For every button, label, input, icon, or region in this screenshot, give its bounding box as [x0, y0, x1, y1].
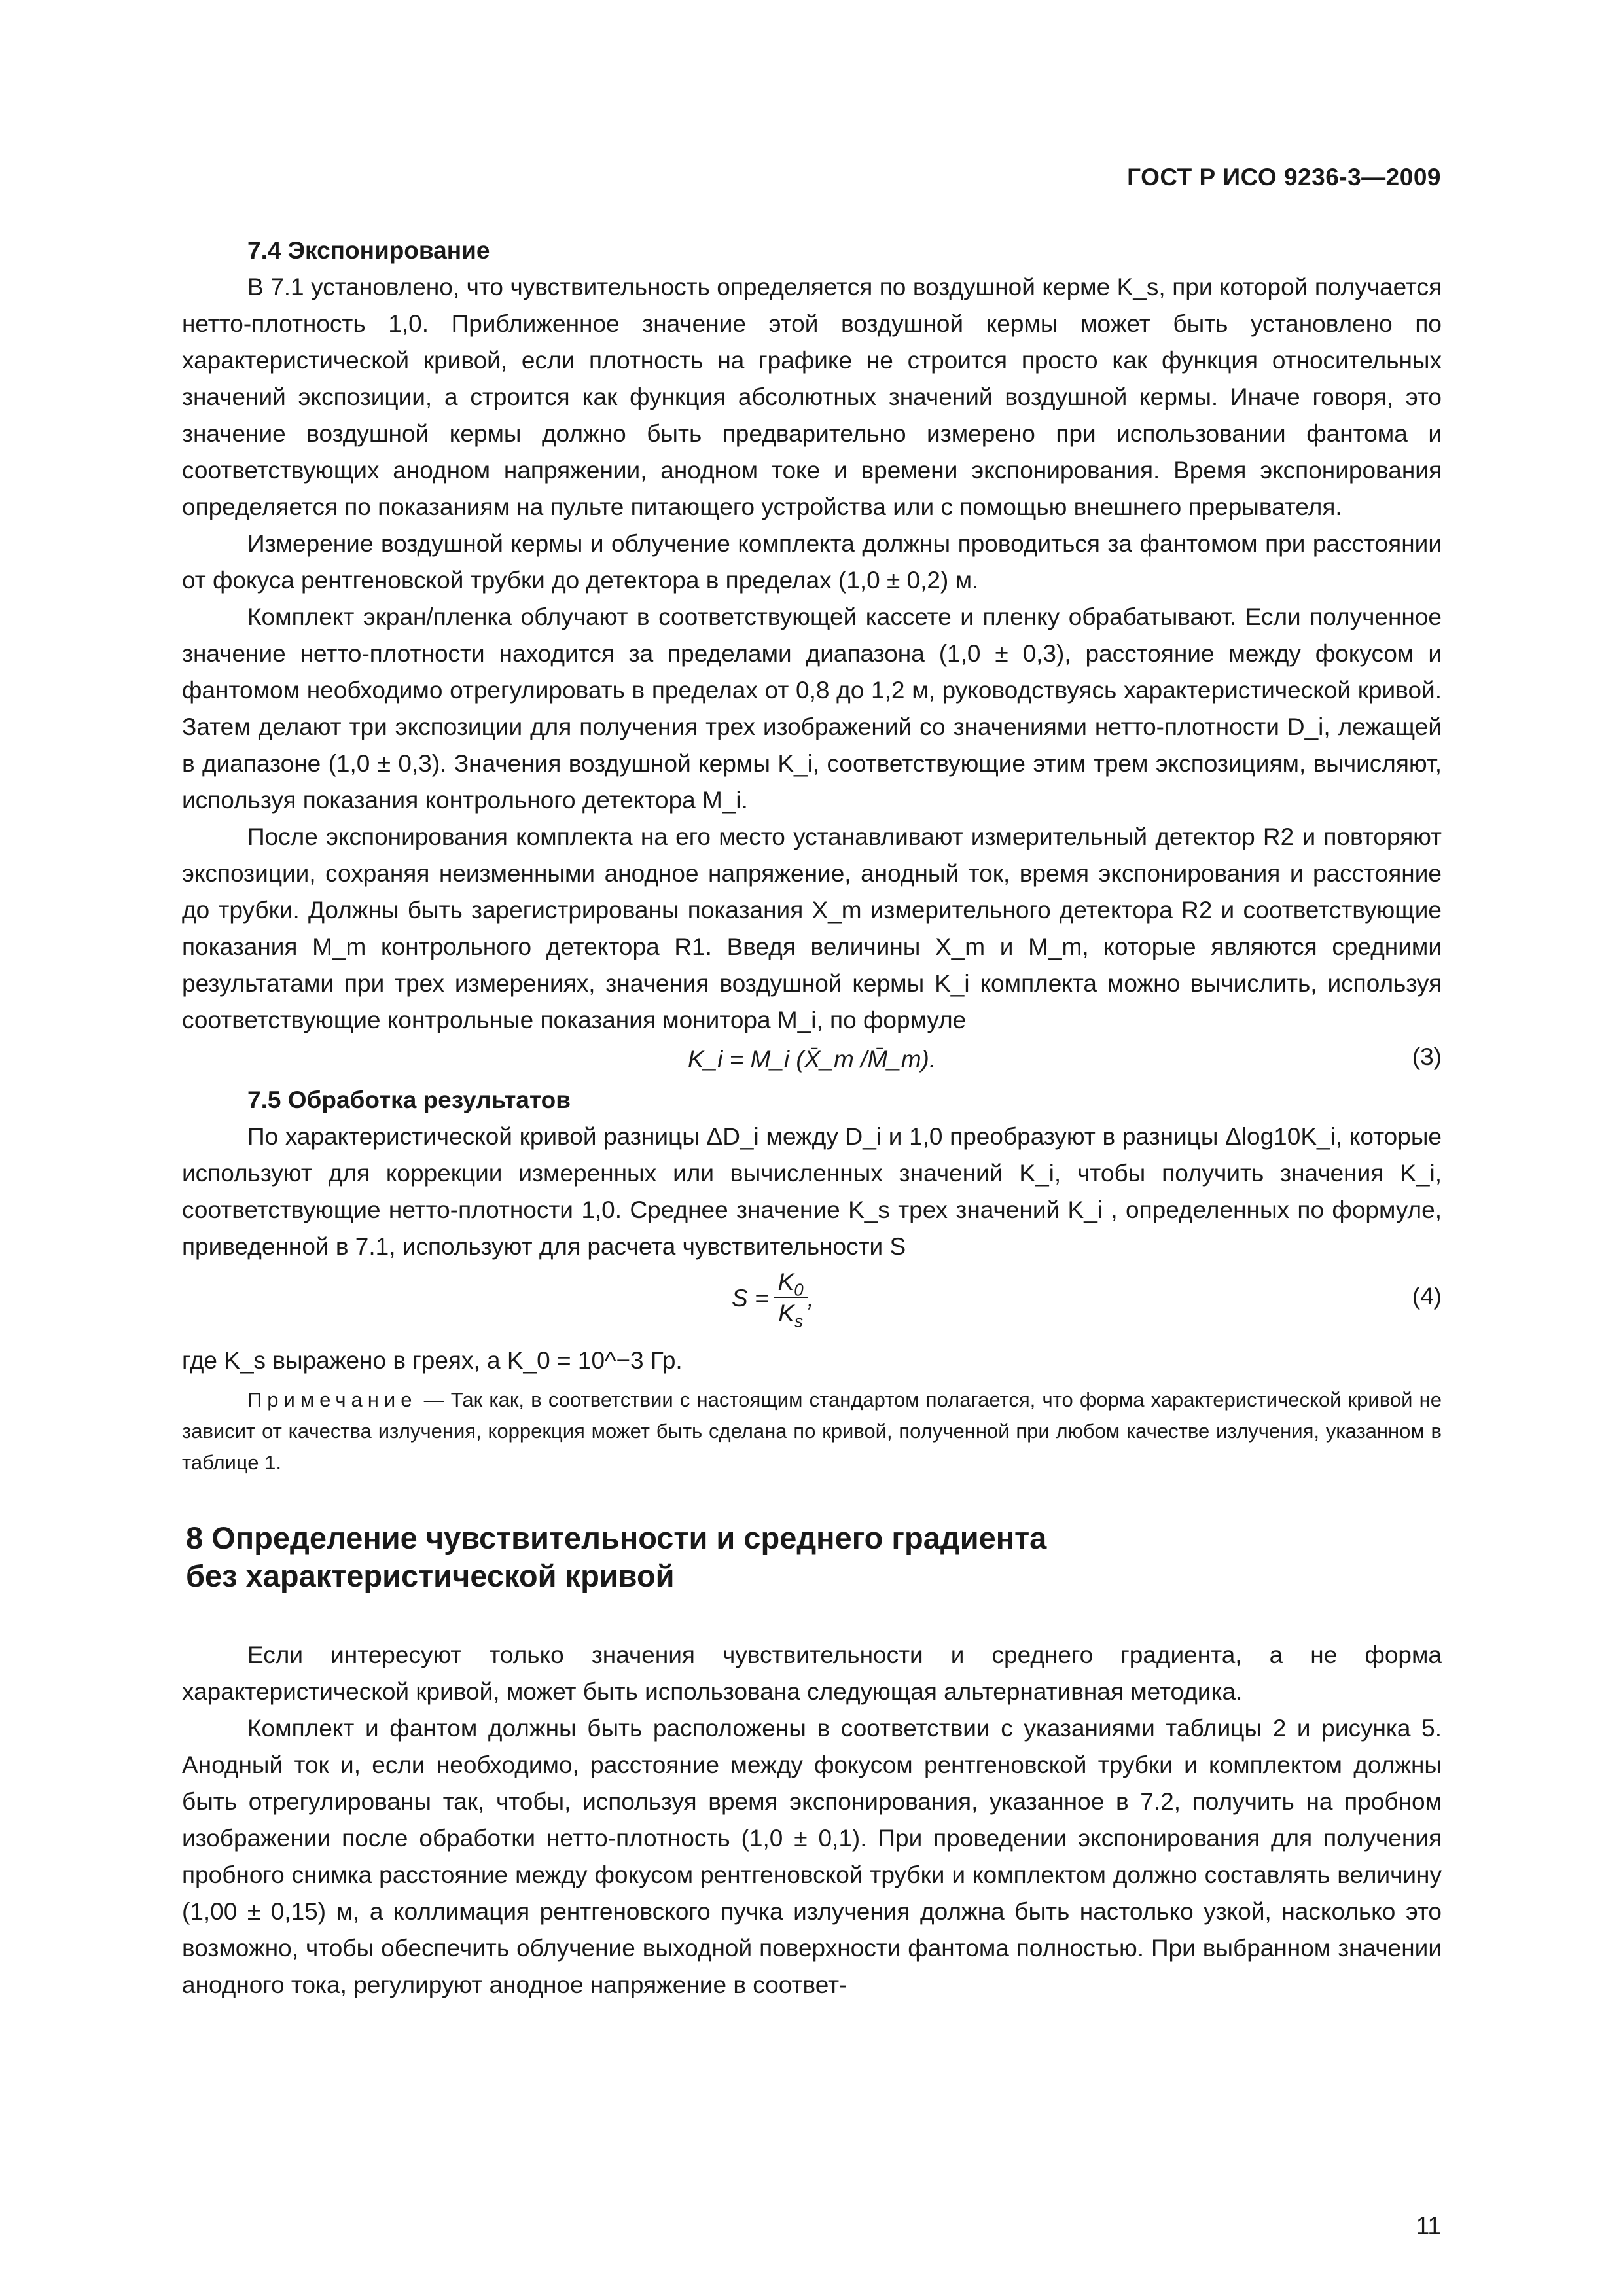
note-text: — Так как, в соответствии с настоящим стандартом полагается, что форма характеристической кривой не зависит от качества излучения, коррекция может быть сделана по кривой, полученной при любом качестве излучения, указанном в таблице 1. [182, 1388, 1442, 1474]
formula-3 [182, 1039, 1442, 1082]
document-code: ГОСТ Р ИСО 9236-3—2009 [1127, 164, 1441, 190]
section-8-title: 8 Определение чувствительности и среднего градиента без характеристической кривой [186, 1520, 1047, 1593]
section-7-5-title: 7.5 Обработка результатов [247, 1086, 571, 1113]
page-number: 11 [1416, 2212, 1441, 2239]
formula-4-number: (4) [1412, 1283, 1442, 1310]
formula-3-number: (3) [1412, 1043, 1442, 1070]
section-7-4-paragraph-4: После экспонирования комплекта на его место устанавливают измерительный детектор R2 и повторяют экспозиции, сохраняя неизменными анодное напряжение, анодный ток, время экспонирования и расстояние до трубки. Должны быть зарегистрированы показания X_m измерительного детектора R2 и соответствующие показания M_m контрольного детектора R1. Введя величины X_m и M_m, которые являются средними результатами при трех измерениях, значения воздушной кермы K_i комплекта можно вычислить, используя соответствующие контрольные показания монитора M_i, по формуле [182, 823, 1442, 1033]
section-8-paragraph-2: Комплект и фантом должны быть расположены в соответствии с указаниями таблицы 2 и рисунка 5. Анодный ток и, если необходимо, расстояние между фокусом рентгеновской трубки и комплектом должны быть отрегулированы так, чтобы, используя время экспонирования, указанное в 7.2, получить на пробном изображении после обработки нетто-плотность (1,0 ± 0,1). При проведении экспонирования для получения пробного снимка расстояние между фокусом рентгеновской трубки и комплектом должно составлять величину (1,00 ± 0,15) м, а коллимация рентгеновского пучка излучения должна быть настолько узкой, насколько это возможно, чтобы обеспечить облучение выходной поверхности фантома полностью. При выбранном значении анодного тока, регулируют анодное напряжение в соответ- [182, 1715, 1442, 1998]
formula-4-lhs: S = [732, 1285, 769, 1312]
section-7-4-title: 7.4 Экспонирование [247, 237, 490, 264]
section-7-4-paragraph-2: Измерение воздушной кермы и облучение комплекта должны проводиться за фантомом при расстоянии от фокуса рентгеновской трубки до детектора в пределах (1,0 ± 0,2) м. [182, 530, 1442, 594]
note-label: Примечание [247, 1388, 418, 1411]
formula-4-where-clause: где K_s выражено в греях, а K_0 = 10^−3 Гр. [182, 1347, 683, 1374]
section-7-4-paragraph-3: Комплект экран/пленка облучают в соответствующей кассете и пленку обрабатывают. Если полученное значение нетто-плотности находится за пределами диапазона (1,0 ± 0,3), расстояние между фокусом и фантомом необходимо отрегулировать в пределах от 0,8 до 1,2 м, руководствуясь характеристической кривой. Затем делают три экспозиции для получения трех изображений со значениями нетто-плотности D_i, лежащей в диапазоне (1,0 ± 0,3). Значения воздушной кермы K_i, соответствующие этим трем экспозициям, вычисляют, используя показания контрольного детектора M_i. [182, 603, 1442, 814]
formula-4-fraction: $\frac{K_0}{K_s}$ [774, 1268, 808, 1329]
section-8-paragraph-1: Если интересуют только значения чувствительности и среднего градиента, а не форма характеристической кривой, может быть использована следующая альтернативная методика. [182, 1641, 1442, 1705]
section-7-4-paragraph-1: В 7.1 установлено, что чувствительность определяется по воздушной керме K_s, при которой получается нетто-плотность 1,0. Приближенное значение этой воздушной кермы может быть установлено по характеристической кривой, если плотность на графике не строится просто как функция относительных значений экспозиции, а строится как функция абсолютных значений воздушной кермы. Иначе говоря, это значение воздушной кермы должно быть предварительно измерено при использовании фантома и соответствующих анодном напряжении, анодном токе и времени экспонирования. Время экспонирования определяется по показаниям на пульте питающего устройства или с помощью внешнего прерывателя. [182, 274, 1442, 520]
section-7-5-paragraph-1: По характеристической кривой разницы ΔD_i между D_i и 1,0 преобразуют в разницы Δlog10K_i, которые используют для коррекции измеренных или вычисленных значений K_i, чтобы получить значения K_i, соответствующие нетто-плотности 1,0. Среднее значение K_s трех значений K_i , определенных по формуле, приведенной в 7.1, используют для расчета чувствительности S [182, 1123, 1442, 1260]
formula-4-expression: S = $\frac{K_0}{K_s}$ , [732, 1268, 814, 1331]
formula-4 [182, 1265, 1442, 1342]
formula-3-expression: K_i = M_i (X̄_m /M̄_m). [687, 1046, 936, 1073]
note-block [182, 1384, 1442, 1479]
page-content [182, 232, 1442, 2003]
